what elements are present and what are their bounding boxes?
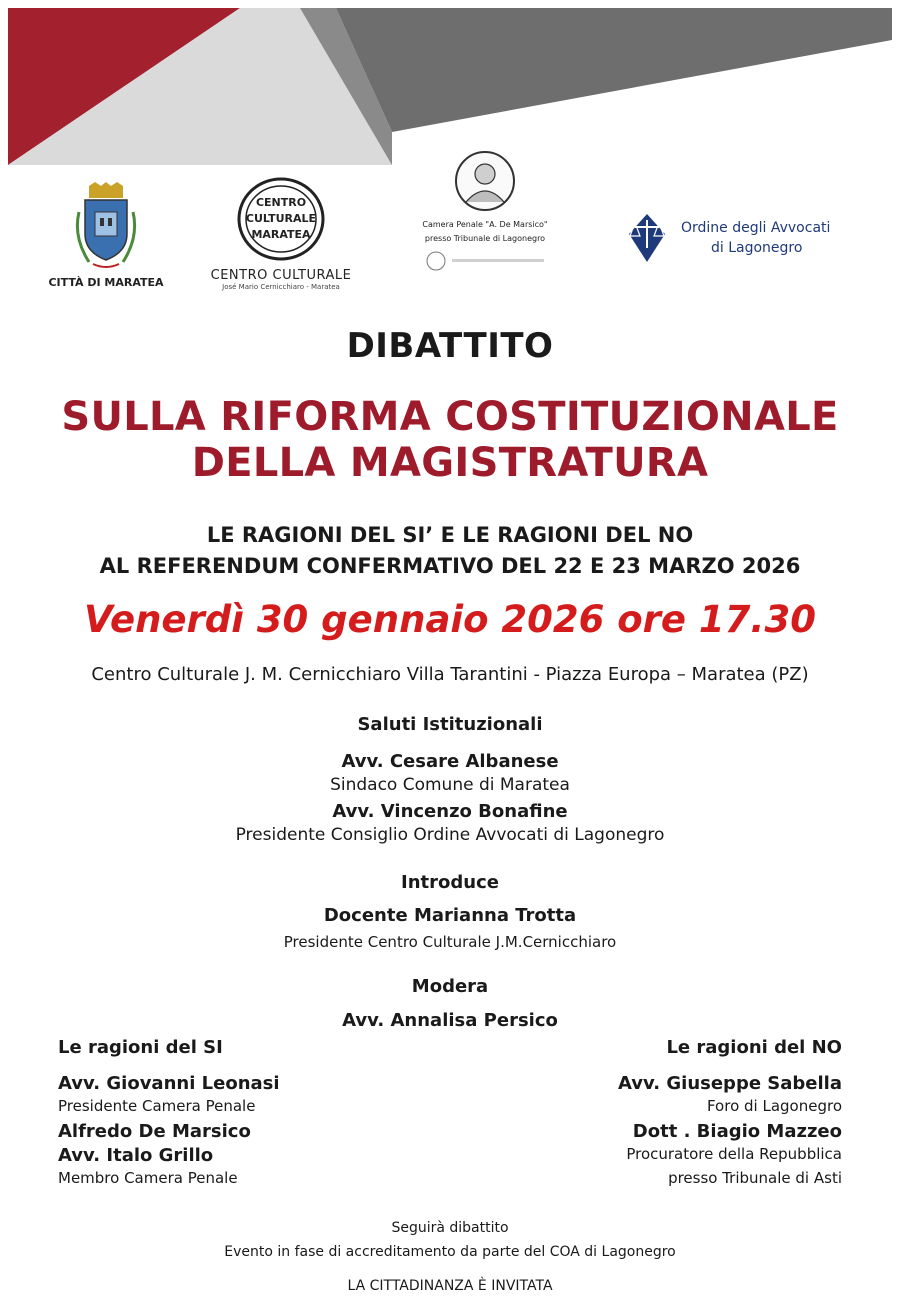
- header-banner: [0, 0, 900, 170]
- footer-line-1: Seguirà dibattito: [391, 1220, 509, 1236]
- subtitle-line-2: AL REFERENDUM CONFERMATIVO DEL 22 E 23 MARZO 2026: [99, 554, 801, 578]
- no-speaker-2-role-1: Procuratore della Repubblica: [626, 1145, 842, 1163]
- si-speaker-1-role: Presidente Camera Penale: [58, 1097, 256, 1115]
- saluti-speaker-1-name: Avv. Cesare Albanese: [341, 751, 559, 772]
- event-date: Venerdì 30 gennaio 2026 ore 17.30: [84, 598, 816, 641]
- si-heading: Le ragioni del SI: [58, 1037, 223, 1058]
- modera-heading: Modera: [411, 976, 489, 997]
- saluti-speaker-1-role: Sindaco Comune di Maratea: [330, 775, 570, 795]
- scales-of-justice-icon: [625, 212, 669, 264]
- si-speaker-3-name: Avv. Italo Grillo: [58, 1145, 214, 1166]
- kicker-title: DIBATTITO: [346, 326, 554, 366]
- logo-citta-di-maratea: [48, 182, 164, 289]
- logo-camera-penale: [410, 150, 560, 277]
- stamp-line-1: CENTRO: [255, 196, 307, 209]
- logo-ordine-line1: Ordine degli Avvocati: [681, 220, 831, 236]
- subtitle-line-1: LE RAGIONI DEL SI’ E LE RAGIONI DEL NO: [206, 523, 694, 547]
- logo-camera-line1: Camera Penale "A. De Marsico": [422, 220, 548, 229]
- portrait-medallion-icon: [450, 150, 520, 212]
- saluti-heading: Saluti Istituzionali: [357, 714, 543, 735]
- stamp-line-3: MARATEA: [251, 228, 311, 241]
- banner-gray-shape: [336, 8, 892, 132]
- centro-stamp-icon: [235, 176, 327, 262]
- logo-ordine-line2: di Lagonegro: [711, 240, 803, 256]
- introduce-role: Presidente Centro Culturale J.M.Cernicchiaro: [283, 933, 617, 951]
- footer-line-2: Evento in fase di accreditamento da parte del COA di Lagonegro: [224, 1244, 676, 1260]
- si-speaker-2-name: Alfredo De Marsico: [58, 1121, 251, 1142]
- main-title-line-1: SULLA RIFORMA COSTITUZIONALE: [61, 394, 839, 440]
- no-heading: Le ragioni del NO: [666, 1037, 842, 1058]
- no-speaker-1-name: Avv. Giuseppe Sabella: [617, 1073, 842, 1094]
- introduce-heading: Introduce: [401, 872, 499, 893]
- main-title-line-2: DELLA MAGISTRATURA: [191, 440, 709, 486]
- small-seal-icon: [420, 249, 550, 273]
- logo-centro-culturale: [200, 176, 362, 291]
- event-venue: Centro Culturale J. M. Cernicchiaro Villa Tarantini - Piazza Europa – Maratea (PZ): [91, 664, 809, 685]
- no-speaker-2-role-2: presso Tribunale di Asti: [668, 1169, 842, 1187]
- city-crest-icon: [71, 182, 141, 272]
- no-speaker-1-role: Foro di Lagonegro: [706, 1097, 842, 1115]
- stamp-line-2: CULTURALE: [245, 212, 317, 225]
- no-speaker-2-name: Dott . Biagio Mazzeo: [632, 1121, 842, 1142]
- si-speaker-3-role: Membro Camera Penale: [58, 1169, 238, 1187]
- logo-citta-label: CITTÀ DI MARATEA: [48, 276, 164, 289]
- saluti-speaker-2-role: Presidente Consiglio Ordine Avvocati di Lagonegro: [235, 825, 665, 845]
- introduce-name: Docente Marianna Trotta: [323, 905, 577, 926]
- no-column: [520, 1037, 842, 1193]
- modera-name: Avv. Annalisa Persico: [342, 1010, 558, 1031]
- logo-centro-sublabel: José Mario Cernicchiaro - Maratea: [222, 283, 340, 291]
- saluti-speaker-2-name: Avv. Vincenzo Bonafine: [332, 801, 568, 822]
- logo-centro-label: CENTRO CULTURALE: [210, 268, 352, 283]
- footer-line-3: LA CITTADINANZA È INVITATA: [347, 1278, 553, 1294]
- si-speaker-1-name: Avv. Giovanni Leonasi: [58, 1073, 280, 1094]
- si-column: [58, 1037, 378, 1193]
- logo-camera-line2: presso Tribunale di Lagonegro: [424, 234, 546, 243]
